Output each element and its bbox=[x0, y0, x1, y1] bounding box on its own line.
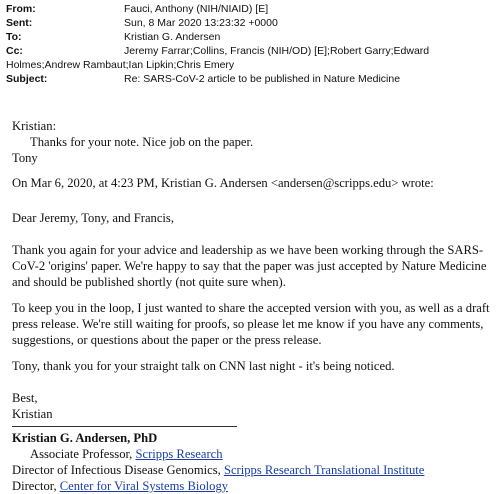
from-row bbox=[6, 2, 496, 16]
paragraph-2-line-1: To keep you in the loop, I just wanted to share the accepted version with you, as well as a draft bbox=[12, 301, 490, 315]
signature-block bbox=[12, 430, 492, 494]
translational-institute-link[interactable]: Scripps Research Translational Institute bbox=[223, 463, 425, 477]
sent-label: Sent: bbox=[6, 17, 33, 29]
reply-message bbox=[12, 118, 492, 166]
viral-systems-biology-link[interactable]: Center for Viral Systems Biology bbox=[59, 479, 229, 493]
to-row bbox=[6, 30, 496, 44]
reply-signature: Tony bbox=[12, 151, 38, 165]
cc-label: Cc: bbox=[6, 45, 23, 57]
paragraph-1-line-3: and should be published shortly (not quite sure when). bbox=[12, 275, 286, 289]
signature-line-3-text: Director, bbox=[12, 479, 60, 493]
subject-value: Re: SARS-CoV-2 article to be published in Nature Medicine bbox=[124, 73, 401, 85]
scripps-research-link[interactable]: Scripps Research bbox=[135, 447, 223, 461]
closing-text: Best, bbox=[12, 391, 38, 405]
to-label: To: bbox=[6, 31, 22, 43]
closing-name: Kristian bbox=[12, 407, 53, 421]
paragraph-2-line-3: suggestions, or questions about the paper or the press release. bbox=[12, 333, 322, 347]
quote-intro: On Mar 6, 2020, at 4:23 PM, Kristian G. Andersen <andersen@scripps.edu> wrote: bbox=[12, 176, 434, 190]
signature-line-1-text: Associate Professor, bbox=[30, 447, 136, 461]
to-value: Kristian G. Andersen bbox=[124, 31, 221, 43]
sent-row bbox=[6, 16, 496, 30]
signature-line-2-text: Director of Infectious Disease Genomics, bbox=[12, 463, 224, 477]
cc-row-continued bbox=[6, 58, 496, 72]
cc-row bbox=[6, 44, 496, 58]
paragraph-2-line-2: press release. We're still waiting for proofs, so please let me know if you have any comments, bbox=[12, 317, 484, 331]
signature-line-1 bbox=[12, 446, 492, 462]
signature-name: Kristian G. Andersen, PhD bbox=[12, 431, 158, 445]
cc-value: Jeremy Farrar;Collins, Francis (NIH/OD) [E];Robert Garry;Edward bbox=[124, 45, 430, 57]
signature-line-2 bbox=[12, 462, 492, 478]
signature-divider bbox=[12, 426, 237, 427]
reply-body: Thanks for your note. Nice job on the paper. bbox=[30, 135, 254, 149]
original-greeting: Dear Jeremy, Tony, and Francis, bbox=[12, 211, 174, 225]
from-label: From: bbox=[6, 3, 36, 15]
cc-value-continued: Holmes;Andrew Rambaut;Ian Lipkin;Chris Emery bbox=[6, 59, 235, 71]
original-closing bbox=[12, 390, 492, 422]
sent-value: Sun, 8 Mar 2020 13:23:32 +0000 bbox=[124, 17, 278, 29]
signature-line-3 bbox=[12, 478, 492, 494]
original-paragraph-2 bbox=[12, 300, 492, 348]
subject-row bbox=[6, 72, 496, 86]
subject-label: Subject: bbox=[6, 73, 48, 85]
reply-salutation: Kristian: bbox=[12, 119, 57, 133]
paragraph-1-line-2: CoV-2 'origins' paper. We're happy to say that the paper was just accepted by Nature Medicine bbox=[12, 259, 487, 273]
from-value: Fauci, Anthony (NIH/NIAID) [E] bbox=[124, 3, 269, 15]
paragraph-1-line-1: Thank you again for your advice and leadership as we have been working through the SARS- bbox=[12, 243, 484, 257]
email-header bbox=[6, 2, 496, 86]
original-paragraph-1 bbox=[12, 242, 492, 290]
original-paragraph-3: Tony, thank you for your straight talk on CNN last night - it's being noticed. bbox=[12, 359, 395, 373]
